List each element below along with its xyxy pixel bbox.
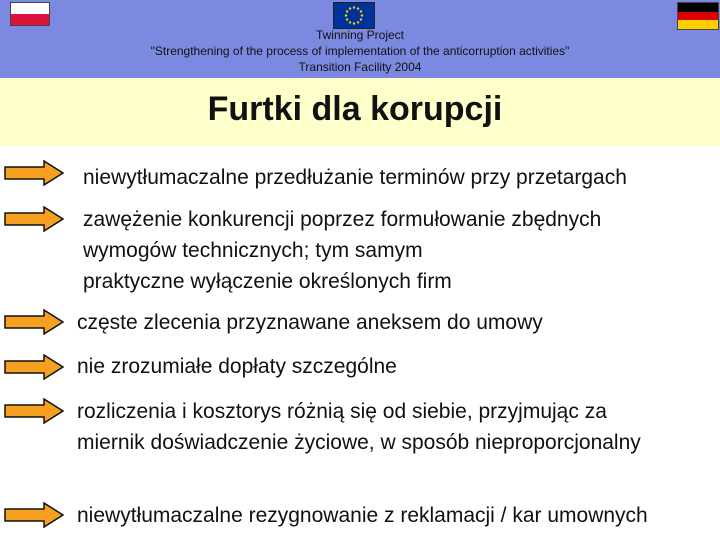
eu-star xyxy=(346,10,348,12)
arrow-right-icon xyxy=(4,398,64,424)
header-line-1: Twinning Project xyxy=(315,28,405,42)
flag-germany-icon xyxy=(677,2,719,30)
header-line-2: "Strengthening of the process of implementation of the anticorruption activities" xyxy=(150,44,570,58)
bullet-text-line: częste zlecenia przyznawane aneksem do umowy xyxy=(77,311,543,334)
arrow-right-icon xyxy=(4,502,64,528)
eu-stars-icon xyxy=(334,3,374,28)
eu-star xyxy=(345,14,347,16)
bullet-text-line: praktyczne wyłączenie określonych firm xyxy=(83,270,452,293)
bullet-text-line: nie zrozumiałe dopłaty szczególne xyxy=(77,355,397,378)
arrow-right-icon xyxy=(4,206,64,232)
header-text xyxy=(0,27,720,75)
bullet-text-line: wymogów technicznych; tym samym xyxy=(83,239,423,262)
bullet-text-line: rozliczenia i kosztorys różnią się od siebie, przyjmując za xyxy=(77,400,607,423)
slide-title: Furtki dla korupcji xyxy=(207,90,503,128)
flag-european-union-icon xyxy=(333,2,375,29)
eu-star xyxy=(349,21,351,23)
eu-star xyxy=(349,7,351,9)
header-line-3: Transition Facility 2004 xyxy=(298,60,422,74)
arrow-right-icon xyxy=(4,354,64,380)
eu-star xyxy=(360,18,362,20)
eu-star xyxy=(357,7,359,9)
eu-star xyxy=(357,21,359,23)
eu-star xyxy=(353,6,355,8)
bullet-text-line: niewytłumaczalne rezygnowanie z reklamacji / kar umownych xyxy=(77,504,648,527)
eu-star xyxy=(361,14,363,16)
eu-star xyxy=(360,10,362,12)
arrow-right-icon xyxy=(4,160,64,186)
bullet-text-line: zawężenie konkurencji poprzez formułowanie zbędnych xyxy=(83,208,602,231)
flag-poland-icon xyxy=(10,2,50,26)
bullet-text-line: niewytłumaczalne przedłużanie terminów przy przetargach xyxy=(83,166,627,189)
arrow-right-icon xyxy=(4,309,64,335)
eu-star xyxy=(353,22,355,24)
bullet-text-line: miernik doświadczenie życiowe, w sposób nieproporcjonalny xyxy=(77,431,641,454)
eu-star xyxy=(346,18,348,20)
